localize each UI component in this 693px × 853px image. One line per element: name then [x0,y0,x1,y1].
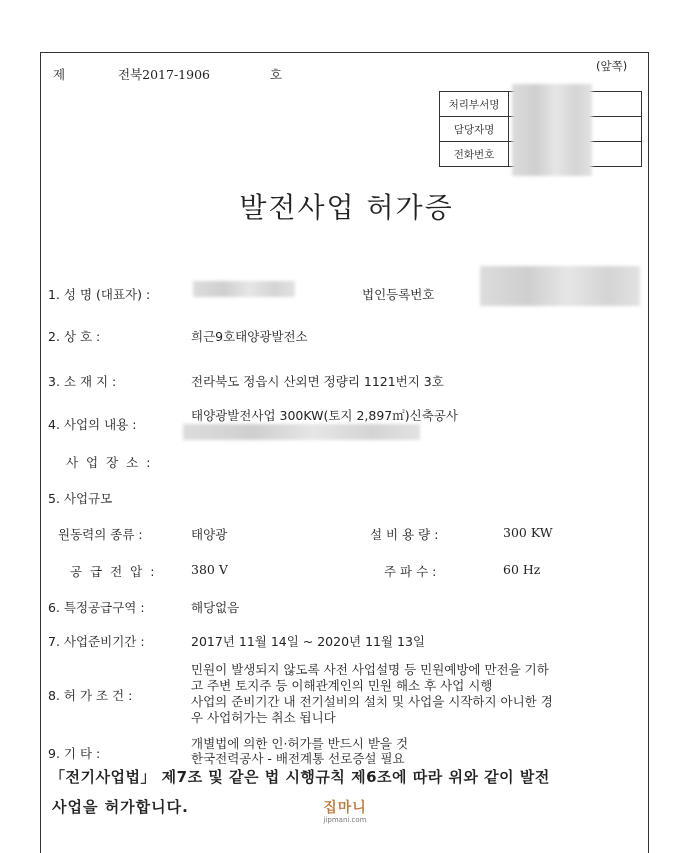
field-label-business-name: 2. 상 호 : [48,329,101,344]
page-title: 발전사업 허가증 [239,191,454,224]
field-label-prep-period: 7. 사업준비기간 : [48,634,145,649]
redaction-block [193,281,295,297]
redaction-block [183,424,420,440]
field-label-address: 3. 소 재 지 : [48,374,117,389]
watermark-logo: 집마니 [323,800,367,816]
redaction-block [512,84,592,176]
field-value-frequency: 60 Hz [503,562,541,577]
field-label-conditions: 8. 허 가 조 건 : [48,688,133,703]
field-value-prime-mover: 태양광 [191,527,228,542]
condition-line: 고 주변 토지주 등 이해관계인의 민원 해소 후 사업 시행 [191,678,493,693]
field-label-representative: 1. 성 명 (대표자) : [48,287,151,302]
statement-line-2: 사업을 허가합니다. [52,798,189,816]
doc-number-prefix: 제 [53,67,66,82]
condition-line: 사업의 준비기간 내 전기설비의 설치 및 사업을 시작하지 아니한 경 [191,694,553,709]
condition-line: 우 사업허가는 취소 됩니다 [191,710,336,725]
field-value-business-name: 희근9호태양광발전소 [191,329,308,344]
etc-line: 한국전력공사 - 배전계통 선로증설 필요 [191,751,405,766]
field-value-voltage: 380 V [191,562,228,577]
field-value-content: 태양광발전사업 300KW(토지 2,897㎡)신축공사 [191,408,458,423]
field-label-site: 사 업 장 소 : [66,455,153,470]
staff-label: 처리부서명 [440,92,509,117]
field-value-capacity: 300 KW [503,525,553,540]
field-label-frequency: 주 파 수 : [384,564,437,579]
doc-number-suffix: 호 [270,67,283,82]
statement-line-1: 「전기사업법」 제7조 및 같은 법 시행규칙 제6조에 따라 위와 같이 발전 [50,768,550,786]
condition-line: 민원이 발생되지 않도록 사전 사업설명 등 민원예방에 만전을 기하 [191,662,549,677]
field-label-special-zone: 6. 특정공급구역 : [48,600,145,615]
field-label-scale: 5. 사업규모 [48,491,113,506]
watermark [309,800,381,827]
doc-number: 전북2017-1906 [118,67,210,82]
page-side-label: (앞쪽) [596,59,628,73]
staff-label: 담당자명 [440,117,509,142]
etc-line: 개별법에 의한 인·허가를 반드시 받을 것 [191,736,409,751]
field-label-voltage: 공 급 전 압 : [70,564,157,579]
field-value-address: 전라북도 정읍시 산외면 정량리 1121번지 3호 [191,374,444,389]
field-label-etc: 9. 기 타 : [48,746,101,761]
field-value-prep-period: 2017년 11월 14일 ~ 2020년 11월 13일 [191,634,426,649]
staff-label: 전화번호 [440,142,509,167]
field-value-special-zone: 해당없음 [191,600,240,615]
field-label-capacity: 설 비 용 량 : [370,527,439,542]
field-label-content: 4. 사업의 내용 : [48,417,137,432]
field-label-prime-mover: 원동력의 종류 : [58,527,143,542]
field-label-corp-reg: 법인등록번호 [362,287,435,302]
redaction-block [480,266,640,306]
watermark-url: jipmani.com [323,816,367,824]
